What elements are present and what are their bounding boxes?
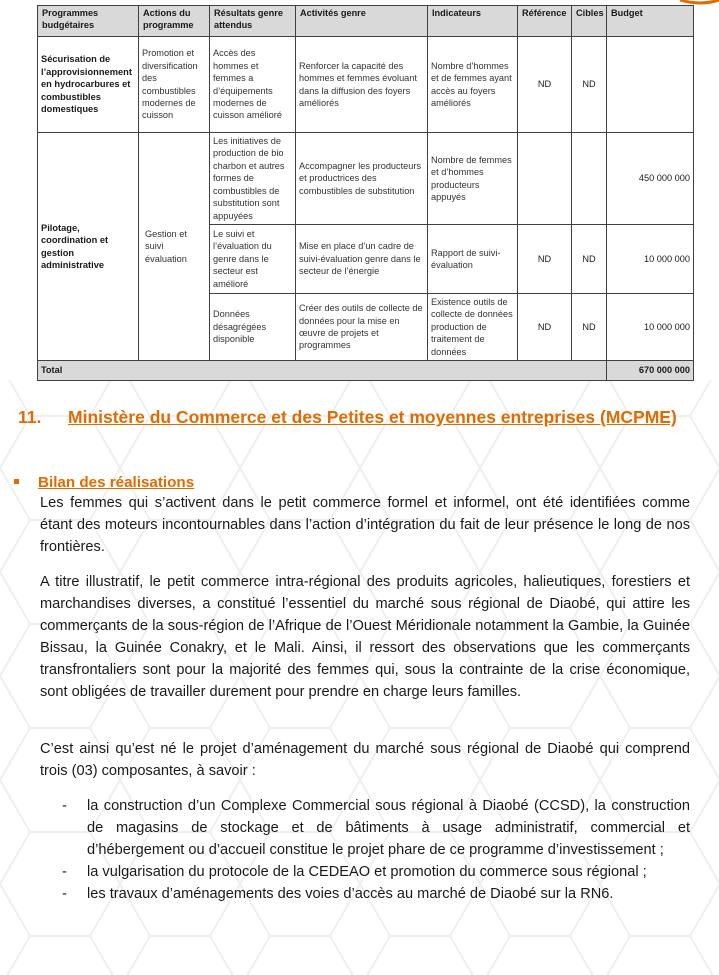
cell-cibles: ND	[572, 225, 607, 294]
col-header-resultats: Résultats genre attendus	[210, 6, 296, 37]
list-item	[62, 861, 690, 883]
components-list	[62, 795, 690, 905]
cell-reference	[518, 133, 572, 225]
cell-reference: ND	[518, 37, 572, 133]
col-header-cibles: Cibles	[572, 6, 607, 37]
col-header-activites: Activités genre	[296, 6, 428, 37]
paragraph: Les femmes qui s’activent dans le petit commerce formel et informel, ont été identifiées comme étant des moteurs incontournables dans l’action d’intégration du fait de leur présence le long de nos frontières.	[40, 495, 690, 555]
cell-activite: Mise en place d’un cadre de suivi-évaluation genre dans le secteur de l’énergie	[296, 225, 428, 294]
square-bullet-icon	[14, 479, 19, 484]
cell-reference: ND	[518, 294, 572, 361]
cell-activite: Créer des outils de collecte de données pour la mise en œuvre de projets et programmes	[296, 294, 428, 361]
list-item-text: les travaux d’aménagements des voies d’accès au marché de Diaobé sur la RN6.	[87, 886, 614, 902]
cell-indicateur: Rapport de suivi-évaluation	[428, 225, 518, 294]
cell-indicateur: Existence outils de collecte de données production de traitement de données	[428, 294, 518, 361]
total-label: Total	[38, 361, 607, 381]
cell-resultat: Accès des hommes et femmes a d’équipements modernes de cuisson amélioré	[210, 37, 296, 133]
paragraph: A titre illustratif, le petit commerce intra-régional des produits agricoles, halieutiques, forestiers et marchandises diverses, a constitué l’essentiel du marché sous régional de Diaobé, qui attire les commerçants de la sous-région de l’Afrique de l’Ouest Méridionale notamment la Gambie, la Guinée Bissau, la Guinée Conakry, et le Mali. Ainsi, il ressort des observations que les commerçants transfrontaliers sont pour la majorité des femmes qui, sous la contrainte de la crise économique, sont obligées de travailler durement pour prendre en charge leurs familles.	[40, 574, 690, 700]
section-number: 11.	[18, 407, 42, 427]
cell-action: Gestion et suivi évaluation	[139, 133, 210, 361]
cell-cibles: ND	[572, 37, 607, 133]
cell-indicateur: Nombre de femmes et d’hommes producteurs appuyés	[428, 133, 518, 225]
cell-reference: ND	[518, 225, 572, 294]
table-total-row	[38, 361, 694, 381]
cell-cibles: ND	[572, 294, 607, 361]
total-value: 670 000 000	[607, 361, 694, 381]
cell-budget: 10 000 000	[607, 294, 694, 361]
cell-action: Promotion et diversification des combustibles modernes de cuisson	[139, 37, 210, 133]
col-header-programmes: Programmes budgétaires	[38, 6, 139, 37]
cell-activite: Renforcer la capacité des hommes et femmes évoluant dans la diffusion des foyers améliorés	[296, 37, 428, 133]
gender-budget-table	[37, 5, 694, 381]
cell-budget: 450 000 000	[607, 133, 694, 225]
col-header-budget: Budget	[607, 6, 694, 37]
cell-budget	[607, 37, 694, 133]
dash-bullet: -	[62, 798, 67, 814]
cell-resultat: Données désagrégées disponible	[210, 294, 296, 361]
list-item-text: la vulgarisation du protocole de la CEDEAO et promotion du commerce sous régional ;	[87, 864, 647, 880]
cell-cibles	[572, 133, 607, 225]
col-header-actions: Actions du programme	[139, 6, 210, 37]
list-item	[62, 795, 690, 861]
cell-programme: Sécurisation de l’approvisionnement en hydrocarbures et combustibles domestiques	[38, 37, 139, 133]
bilan-heading-label: Bilan des réalisations	[38, 474, 195, 491]
section-title-text: Ministère du Commerce et des Petites et moyennes entreprises (MCPME)	[68, 407, 677, 427]
table-row	[38, 37, 694, 133]
cell-activite: Accompagner les producteurs et productrices des combustibles de substitution	[296, 133, 428, 225]
dash-bullet: -	[62, 886, 67, 902]
col-header-indicateurs: Indicateurs	[428, 6, 518, 37]
section-heading	[18, 405, 692, 429]
bilan-heading	[14, 473, 194, 492]
cell-indicateur: Nombre d’hommes et de femmes ayant accès au foyers améliorés	[428, 37, 518, 133]
list-item	[62, 883, 690, 905]
dash-bullet: -	[62, 864, 67, 880]
table-header-row	[38, 6, 694, 37]
list-item-text: la construction d’un Complexe Commercial sous régional à Diaobé (CCSD), la construction de magasins de stockage et de bâtiments à usage administratif, commercial et d’hébergement ou d’accueil constitue le projet phare de ce programme d’investissement ;	[87, 798, 690, 858]
corner-accent-swoosh	[680, 0, 719, 3]
cell-programme: Pilotage, coordination et gestion administrative	[38, 133, 139, 361]
col-header-reference: Référence	[518, 6, 572, 37]
cell-resultat: Les initiatives de production de bio charbon et autres formes de combustibles de substitution sont appuyées	[210, 133, 296, 225]
paragraph: C’est ainsi qu’est né le projet d’aménagement du marché sous régional de Diaobé qui comprend trois (03) composantes, à savoir :	[40, 741, 690, 779]
cell-budget: 10 000 000	[607, 225, 694, 294]
cell-resultat: Le suivi et l’évaluation du genre dans le secteur est amélioré	[210, 225, 296, 294]
table-row	[38, 133, 694, 225]
